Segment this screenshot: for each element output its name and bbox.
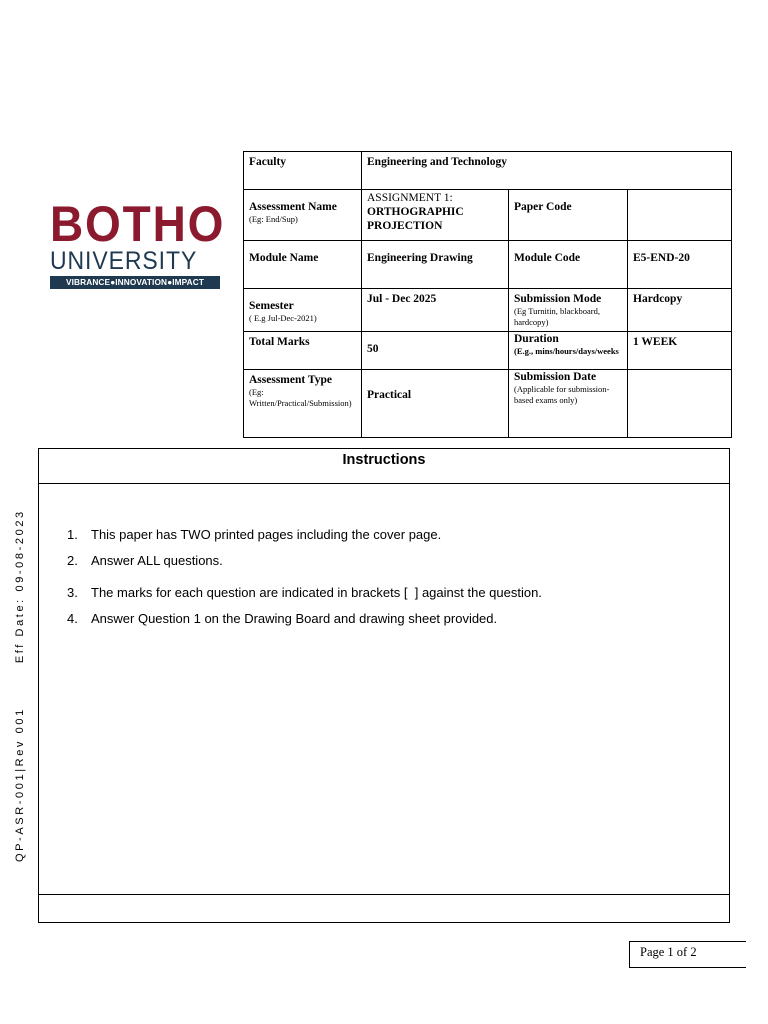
table-row (244, 370, 732, 438)
submission-mode-label: Submission Mode (514, 293, 602, 305)
total-marks-label: Total Marks (244, 332, 362, 370)
duration-hint: (E.g., mins/hours/days/weeks (514, 346, 619, 356)
module-name-value: Engineering Drawing (362, 241, 509, 289)
university-logo (50, 196, 226, 289)
assessment-type-hint: (Eg: Written/Practical/Submission) (249, 387, 352, 408)
item-text: Answer ALL questions. (91, 553, 223, 568)
item-number: 2. (67, 553, 78, 568)
submission-mode-hint: (Eg Turnitin, blackboard, hardcopy) (514, 306, 600, 327)
duration-label: Duration (514, 333, 559, 345)
table-row (244, 190, 732, 241)
submission-date-hint: (Applicable for submission-based exams only) (514, 384, 610, 405)
item-text: This paper has TWO printed pages including the cover page. (91, 527, 442, 542)
duration-value: 1 WEEK (628, 332, 732, 370)
assessment-name-cell (244, 190, 362, 241)
assessment-name-value (362, 190, 509, 241)
item-number: 1. (67, 527, 78, 542)
faculty-label: Faculty (244, 152, 362, 190)
submission-date-cell (509, 370, 628, 438)
eff-date: Eff Date: 09-08-2023 (14, 509, 26, 664)
assessment-type-cell (244, 370, 362, 438)
submission-date-value (628, 370, 732, 438)
logo-tagline: VIBRANCE●INNOVATION●IMPACT (50, 276, 220, 289)
semester-label: Semester (249, 300, 294, 312)
submission-mode-cell (509, 289, 628, 332)
side-document-reference (14, 452, 26, 862)
instructions-box (38, 448, 730, 923)
assessment-type-label: Assessment Type (249, 374, 332, 386)
doc-ref: QP-ASR-001|Rev 001 (14, 707, 26, 862)
instructions-heading: Instructions (39, 449, 729, 484)
paper-code-label: Paper Code (509, 190, 628, 241)
faculty-value: Engineering and Technology (362, 152, 732, 190)
logo-name: BOTHO (50, 196, 226, 252)
module-code-label: Module Code (509, 241, 628, 289)
assessment-name-line1: ASSIGNMENT 1: (367, 192, 453, 204)
submission-mode-value: Hardcopy (628, 289, 732, 332)
semester-cell (244, 289, 362, 332)
instructions-footer-row (39, 894, 729, 922)
item-number: 4. (67, 611, 78, 626)
list-item (67, 553, 223, 568)
assessment-name-hint: (Eg: End/Sup) (249, 214, 298, 224)
item-number: 3. (67, 585, 78, 600)
item-text: Answer Question 1 on the Drawing Board and drawing sheet provided. (91, 611, 498, 626)
assessment-name-label: Assessment Name (249, 201, 337, 213)
table-row (244, 152, 732, 190)
page-number: Page 1 of 2 (629, 941, 746, 968)
semester-value: Jul - Dec 2025 (362, 289, 509, 332)
duration-cell (509, 332, 628, 370)
module-name-label: Module Name (244, 241, 362, 289)
list-item (67, 585, 542, 600)
assessment-info-table (243, 151, 732, 438)
logo-subname: UNIVERSITY (50, 247, 198, 275)
paper-code-value (628, 190, 732, 241)
table-row (244, 289, 732, 332)
assessment-name-line2: ORTHOGRAPHIC (367, 206, 464, 218)
semester-hint: ( E.g Jul-Dec-2021) (249, 313, 317, 323)
assessment-type-value: Practical (362, 370, 509, 438)
submission-date-label: Submission Date (514, 371, 597, 383)
item-text: The marks for each question are indicated in brackets [ ] against the question. (91, 585, 542, 600)
assessment-name-line3: PROJECTION (367, 220, 443, 232)
total-marks-value: 50 (362, 332, 509, 370)
list-item (67, 611, 497, 626)
list-item (67, 527, 441, 542)
table-row (244, 241, 732, 289)
table-row (244, 332, 732, 370)
module-code-value: E5-END-20 (628, 241, 732, 289)
